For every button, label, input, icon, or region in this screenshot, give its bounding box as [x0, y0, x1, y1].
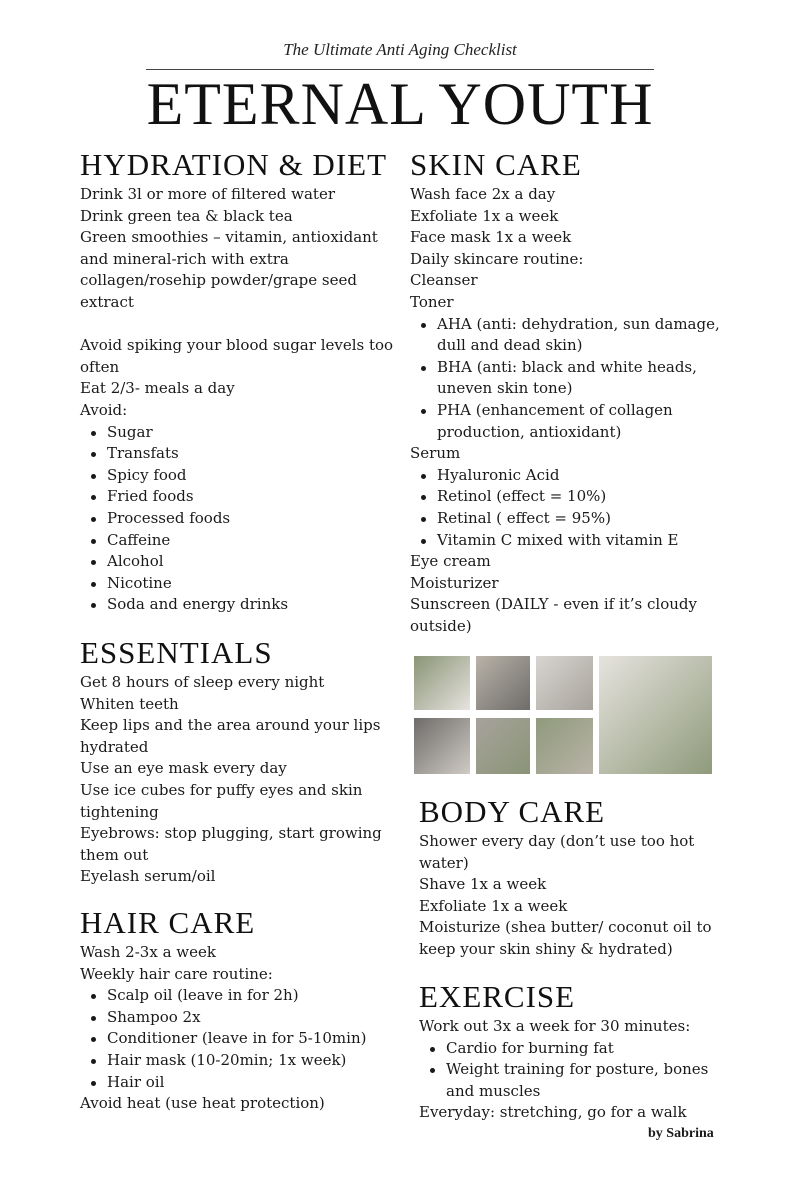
section-exercise: [419, 980, 739, 1124]
text-line: Everyday: stretching, go for a walk: [419, 1103, 687, 1122]
text-line: often: [80, 357, 120, 376]
section-heading: ESSENTIALS: [80, 635, 273, 670]
text-line: Exfoliate 1x a week: [410, 206, 559, 225]
section-text: [419, 1016, 739, 1124]
text-line: Wash 2-3x a week: [80, 943, 216, 961]
list-item: Hair oil: [107, 1072, 400, 1094]
page-subtitle: The Ultimate Anti Aging Checklist: [283, 40, 517, 59]
item-line: and muscles: [446, 1081, 541, 1100]
text-line: Eyebrows: stop plugging, start growing: [80, 824, 382, 843]
photo-stretching: [476, 718, 530, 774]
photo-eye-mask: [414, 718, 470, 774]
text-line: Drink green tea & black tea: [80, 206, 293, 225]
text-line: Face mask 1x a week: [410, 228, 572, 247]
list-item: [437, 314, 730, 357]
text-line: Moisturize (shea butter/ coconut oil to: [419, 918, 712, 937]
exercise-list: [419, 1038, 739, 1103]
section-skin-care: [410, 148, 730, 637]
text-line: Use ice cubes for puffy eyes and skin: [80, 780, 363, 799]
text-line: Sunscreen (DAILY - even if it’s cloudy: [410, 595, 697, 614]
list-item: Nicotine: [107, 573, 400, 595]
item-line: uneven skin tone): [437, 379, 573, 398]
item-line: dull and dead skin): [437, 336, 583, 355]
list-item: [437, 357, 730, 400]
list-item: [437, 400, 730, 443]
photo-sleeping: [536, 656, 593, 710]
text-line: Use an eye mask every day: [80, 759, 287, 778]
text-line: water): [419, 853, 469, 872]
list-item: Alcohol: [107, 551, 400, 573]
section-text: [80, 942, 400, 1115]
text-line: Eat 2/3- meals a day: [80, 379, 235, 398]
text-line: Eye cream: [410, 552, 491, 571]
text-line: extract: [80, 292, 134, 311]
photo-face-mask: [476, 656, 530, 710]
item-line: Weight training for posture, bones: [446, 1060, 709, 1079]
item-line: production, antioxidant): [437, 422, 622, 441]
section-heading: SKIN CARE: [410, 147, 582, 182]
section-essentials: [80, 636, 400, 888]
text-line: Avoid spiking your blood sugar levels too: [80, 336, 394, 355]
text-line: Exfoliate 1x a week: [419, 896, 568, 915]
text-line: outside): [410, 616, 472, 635]
list-item: Retinol (effect = 10%): [437, 486, 730, 508]
text-line: Toner: [410, 292, 454, 311]
text-line: Green smoothies – vitamin, antioxidant: [80, 228, 378, 247]
section-heading: BODY CARE: [419, 794, 606, 829]
list-item: Soda and energy drinks: [107, 594, 400, 616]
item-line: PHA (enhancement of collagen: [437, 400, 673, 419]
list-item: Conditioner (leave in for 5-10min): [107, 1028, 400, 1050]
text-line: Wash face 2x a day: [410, 185, 556, 203]
section-hydration-diet: [80, 148, 400, 616]
text-line: Get 8 hours of sleep every night: [80, 673, 325, 691]
list-item: Vitamin C mixed with vitamin E: [437, 530, 730, 552]
text-line: hydrated: [80, 737, 149, 756]
list-item: Spicy food: [107, 465, 400, 487]
section-hair-care: [80, 906, 400, 1115]
section-text: [410, 184, 730, 637]
toner-list: [410, 314, 730, 444]
section-heading: HYDRATION & DIET: [80, 147, 388, 182]
section-body-care: [419, 795, 739, 961]
text-line: Drink 3l or more of filtered water: [80, 185, 335, 203]
spacer: [80, 314, 400, 336]
list-item: [446, 1059, 739, 1102]
avoid-list: [80, 422, 400, 616]
text-line: Eyelash serum/oil: [80, 867, 216, 886]
page-title: ETERNAL YOUTH: [146, 71, 654, 137]
list-item: Hyaluronic Acid: [437, 465, 730, 487]
item-line: BHA (anti: black and white heads,: [437, 357, 697, 376]
serum-list: [410, 465, 730, 551]
text-line: Avoid heat (use heat protection): [80, 1094, 325, 1113]
section-heading: EXERCISE: [419, 979, 576, 1014]
text-line: Work out 3x a week for 30 minutes:: [419, 1017, 691, 1035]
text-line: and mineral-rich with extra: [80, 249, 289, 268]
text-line: Shower every day (don’t use too hot: [419, 832, 695, 850]
photo-bathroom-robe: [599, 656, 712, 774]
list-item: Processed foods: [107, 508, 400, 530]
list-item: [446, 1038, 739, 1060]
photo-green-smoothie: [414, 656, 470, 710]
list-item: Caffeine: [107, 530, 400, 552]
text-line: Avoid:: [80, 400, 128, 419]
text-line: collagen/rosehip powder/grape seed: [80, 271, 357, 290]
text-line: Serum: [410, 444, 461, 463]
section-heading: HAIR CARE: [80, 905, 256, 940]
text-line: Weekly hair care routine:: [80, 964, 273, 983]
list-item: Sugar: [107, 422, 400, 444]
item-line: Cardio for burning fat: [446, 1038, 614, 1057]
text-line: them out: [80, 845, 149, 864]
list-item: Shampoo 2x: [107, 1007, 400, 1029]
photo-healthy-food: [536, 718, 593, 774]
list-item: Retinal ( effect = 95%): [437, 508, 730, 530]
text-line: Moisturizer: [410, 573, 499, 592]
text-line: Keep lips and the area around your lips: [80, 716, 381, 735]
author-signature: by Sabrina: [648, 1126, 714, 1141]
section-text: [80, 672, 400, 888]
text-line: Shave 1x a week: [419, 875, 547, 894]
text-line: tightening: [80, 802, 159, 821]
list-item: Scalp oil (leave in for 2h): [107, 985, 400, 1007]
text-line: Daily skincare routine:: [410, 249, 584, 268]
section-text: [419, 831, 739, 961]
text-line: keep your skin shiny & hydrated): [419, 939, 673, 958]
item-line: AHA (anti: dehydration, sun damage,: [437, 314, 720, 333]
list-item: Fried foods: [107, 486, 400, 508]
photo-collage: [414, 656, 712, 774]
section-text: [80, 184, 400, 616]
text-line: Cleanser: [410, 271, 478, 290]
hair-routine-list: [80, 985, 400, 1093]
list-item: Hair mask (10-20min; 1x week): [107, 1050, 400, 1072]
text-line: Whiten teeth: [80, 694, 179, 713]
list-item: Transfats: [107, 443, 400, 465]
